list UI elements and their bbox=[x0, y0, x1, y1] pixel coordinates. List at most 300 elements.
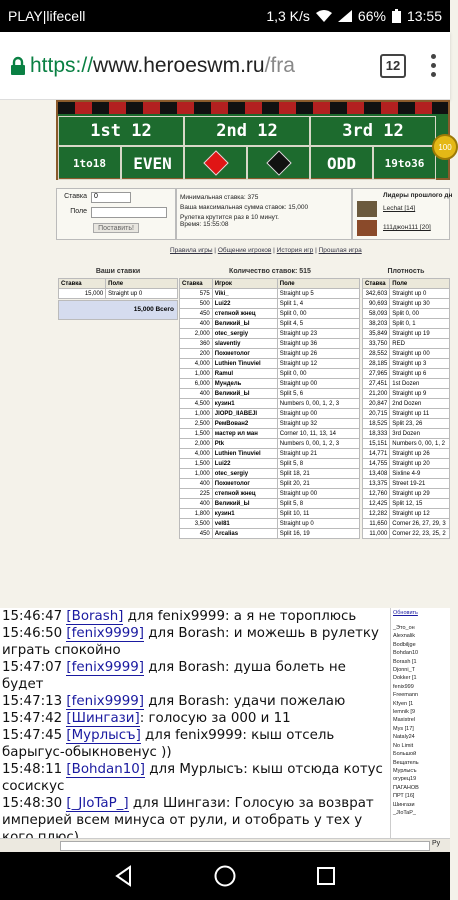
chat-time: 15:47:07 bbox=[2, 660, 63, 675]
table-cell: 400 bbox=[180, 319, 213, 329]
table-cell: 20,847 bbox=[363, 399, 390, 409]
footer-links: Правила игры | Общение игроков | История игр | Прошлая игра bbox=[170, 247, 362, 254]
table-cell: Straight up 0 bbox=[390, 289, 450, 299]
url-field[interactable] bbox=[26, 42, 364, 90]
table-cell: 11,000 bbox=[363, 529, 390, 539]
table-cell: Straight up 9 bbox=[390, 389, 450, 399]
web-page bbox=[0, 100, 453, 608]
column-header: Поле bbox=[390, 279, 450, 289]
table-cell: 12,282 bbox=[363, 509, 390, 519]
bet-1st-12[interactable]: 1st 12 bbox=[58, 116, 184, 146]
table-cell: Straight up 29 bbox=[390, 489, 450, 499]
chat-message bbox=[2, 625, 388, 659]
table-cell: 1,500 bbox=[180, 429, 213, 439]
refresh-users-link[interactable]: Обновить bbox=[393, 610, 418, 616]
table-cell: Straight up 19 bbox=[390, 329, 450, 339]
max-bet-text: Ваша максимальная сумма ставок: 15,000 bbox=[180, 204, 309, 211]
user-item[interactable]: Borash [1 bbox=[393, 658, 417, 665]
chat-send-button[interactable]: Ру bbox=[432, 840, 441, 847]
table-row bbox=[363, 379, 450, 389]
user-item[interactable]: Freemann bbox=[393, 692, 419, 699]
column-header: Поле bbox=[277, 279, 359, 289]
table-cell: Straight up 20 bbox=[390, 459, 450, 469]
number-strip bbox=[58, 102, 448, 114]
user-item[interactable]: No Limit bbox=[393, 742, 414, 749]
chat-time: 15:46:50 bbox=[2, 626, 63, 641]
table-cell: степной жнец bbox=[212, 489, 277, 499]
chat-message bbox=[2, 608, 388, 625]
table-cell: 2,500 bbox=[180, 419, 213, 429]
user-item[interactable]: Dokker [1 bbox=[393, 675, 417, 682]
black-diamond-icon bbox=[266, 150, 291, 175]
chat-nick[interactable]: [Bohdan10] bbox=[66, 762, 145, 777]
user-item[interactable]: ПРТ [16] bbox=[393, 793, 415, 800]
last-game-link[interactable]: Прошлая игра bbox=[318, 247, 362, 254]
table-cell: vel81 bbox=[212, 519, 277, 529]
user-item[interactable]: _JIoTaP_ bbox=[393, 809, 416, 816]
table-cell: 3,500 bbox=[180, 519, 213, 529]
carrier-label: PLAY|lifecell bbox=[8, 8, 86, 24]
chat-input-row bbox=[0, 838, 450, 852]
chat-text: для fenix9999: кыш отсель барыгус-обыкновенус )) bbox=[2, 728, 335, 760]
chip-icon: 100 bbox=[432, 134, 458, 160]
table-cell: Великий_Ы bbox=[212, 319, 277, 329]
table-cell: 15,000 bbox=[59, 289, 106, 299]
leaders-panel bbox=[352, 188, 453, 240]
table-cell: 13,375 bbox=[363, 479, 390, 489]
chat-text: для fenix9999: а я не тороплюсь bbox=[123, 609, 357, 624]
chat-text: для Borash: душа болеть не будет bbox=[2, 660, 346, 692]
table-cell: 450 bbox=[180, 529, 213, 539]
table-row bbox=[363, 329, 450, 339]
url-path: /fra bbox=[264, 53, 295, 77]
online-users-list bbox=[390, 608, 450, 838]
table-cell: otec_sergiy bbox=[212, 329, 277, 339]
table-cell: 14,771 bbox=[363, 449, 390, 459]
user-item[interactable]: огурец19 bbox=[393, 776, 417, 783]
table-row bbox=[180, 499, 360, 509]
table-cell: JIOPD_IIABEJI bbox=[212, 409, 277, 419]
table-row bbox=[363, 439, 450, 449]
table-cell: otec_sergiy bbox=[212, 469, 277, 479]
table-cell: 500 bbox=[180, 299, 213, 309]
table-cell: 400 bbox=[180, 499, 213, 509]
chat-nick[interactable]: [_JIoTaP_] bbox=[66, 796, 129, 811]
table-cell: 13,408 bbox=[363, 469, 390, 479]
table-cell: 20,715 bbox=[363, 409, 390, 419]
bet-1to18[interactable]: 1to18 bbox=[58, 146, 121, 180]
stake-input[interactable]: 0 bbox=[91, 192, 131, 203]
table-cell: Split 0, 00 bbox=[390, 309, 450, 319]
table-row bbox=[363, 419, 450, 429]
chat-log bbox=[0, 608, 390, 838]
chat-message bbox=[2, 761, 388, 795]
table-cell: Straight up 32 bbox=[277, 419, 359, 429]
table-row bbox=[363, 309, 450, 319]
table-cell: Straight up 0 bbox=[106, 289, 178, 299]
bet-19to36[interactable]: 19to36 bbox=[373, 146, 436, 180]
bet-3rd-12[interactable]: 3rd 12 bbox=[310, 116, 436, 146]
recents-icon[interactable] bbox=[314, 864, 338, 888]
battery-level: 66% bbox=[357, 8, 386, 24]
table-row bbox=[180, 399, 360, 409]
overflow-menu-icon[interactable] bbox=[426, 54, 440, 77]
table-cell: Straight up 30 bbox=[390, 299, 450, 309]
table-cell: Split 5, 6 bbox=[277, 389, 359, 399]
table-row bbox=[363, 389, 450, 399]
table-cell: Straight up 3 bbox=[390, 359, 450, 369]
table-cell: 4,000 bbox=[180, 359, 213, 369]
table-cell: Straight up 00 bbox=[390, 349, 450, 359]
chat-message bbox=[2, 693, 388, 710]
table-cell: Мундель bbox=[212, 379, 277, 389]
table-cell: Straight up 36 bbox=[277, 339, 359, 349]
table-cell: 2,000 bbox=[180, 329, 213, 339]
table-cell: Split 12, 15 bbox=[390, 499, 450, 509]
table-cell: Numbers 0, 00, 1, 2 bbox=[390, 439, 450, 449]
table-row bbox=[180, 369, 360, 379]
table-cell: Straight up 5 bbox=[277, 289, 359, 299]
table-cell: Split 0, 1 bbox=[390, 319, 450, 329]
table-row bbox=[363, 289, 450, 299]
history-link[interactable]: История игр bbox=[276, 247, 314, 254]
chat-nick[interactable]: [Borash] bbox=[66, 609, 124, 624]
table-row bbox=[180, 319, 360, 329]
table-cell: Ptk bbox=[212, 439, 277, 449]
browser-toolbar bbox=[0, 32, 450, 100]
table-cell: Похметолог bbox=[212, 349, 277, 359]
table-cell: 14,755 bbox=[363, 459, 390, 469]
user-item[interactable]: Bohdan10 bbox=[393, 650, 419, 657]
my-bets-title: Ваши ставки bbox=[95, 268, 141, 275]
table-cell: Split 23, 26 bbox=[390, 419, 450, 429]
table-row bbox=[363, 359, 450, 369]
table-row bbox=[363, 469, 450, 479]
table-cell: Numbers 0, 00, 1, 2, 3 bbox=[277, 439, 359, 449]
table-cell: 6,000 bbox=[180, 379, 213, 389]
leader-avatar bbox=[357, 201, 377, 217]
chat-nick[interactable]: [fenix9999] bbox=[66, 626, 145, 641]
table-row bbox=[180, 389, 360, 399]
url-protocol: https:// bbox=[30, 53, 94, 77]
table-cell: Split 0, 00 bbox=[277, 369, 359, 379]
table-row bbox=[180, 329, 360, 339]
table-cell: Corner 10, 11, 13, 14 bbox=[277, 429, 359, 439]
chat-message bbox=[2, 710, 388, 727]
table-cell: 400 bbox=[180, 479, 213, 489]
table-row bbox=[363, 349, 450, 359]
table-header-row bbox=[59, 279, 178, 289]
table-row bbox=[180, 359, 360, 369]
table-cell: Luthien Tinuviel bbox=[212, 359, 277, 369]
table-cell: 27,451 bbox=[363, 379, 390, 389]
table-cell: мастер ил ман bbox=[212, 429, 277, 439]
table-row bbox=[180, 349, 360, 359]
table-cell: Straight up 6 bbox=[390, 369, 450, 379]
table-cell: 90,693 bbox=[363, 299, 390, 309]
table-cell: Split 5, 8 bbox=[277, 459, 359, 469]
table-row bbox=[363, 509, 450, 519]
field-label: Поле bbox=[70, 208, 87, 215]
table-cell: 1st Dozen bbox=[390, 379, 450, 389]
spin-interval-text: Рулетка крутится раз в 10 минут. bbox=[180, 214, 279, 221]
table-cell: 200 bbox=[180, 349, 213, 359]
table-row bbox=[180, 459, 360, 469]
chat-time: 15:47:13 bbox=[2, 694, 63, 709]
table-cell: кузин1 bbox=[212, 399, 277, 409]
user-item[interactable]: Большой bbox=[393, 751, 417, 758]
table-cell: кузин1 bbox=[212, 509, 277, 519]
table-cell: 1,500 bbox=[180, 459, 213, 469]
table-cell: 28,185 bbox=[363, 359, 390, 369]
chat-message bbox=[2, 727, 388, 761]
table-cell: степной жнец bbox=[212, 309, 277, 319]
leaders-title: Лидеры прошлого дн bbox=[383, 192, 453, 199]
server-time: Время: 15:55:08 bbox=[180, 221, 229, 228]
user-item[interactable]: fenix999 bbox=[393, 683, 414, 690]
table-row bbox=[363, 399, 450, 409]
table-cell: 1,800 bbox=[180, 509, 213, 519]
lock-icon bbox=[10, 57, 26, 75]
clock: 13:55 bbox=[406, 8, 442, 24]
table-row bbox=[180, 469, 360, 479]
table-cell: Straight up 0 bbox=[277, 519, 359, 529]
chat-text: : голосую за 000 и 11 bbox=[139, 711, 291, 726]
chat-input[interactable] bbox=[60, 841, 430, 851]
chat-text: для Мурлысъ: кыш отсюда котус сосискус bbox=[2, 762, 383, 794]
column-header: Поле bbox=[106, 279, 178, 289]
user-item[interactable]: Bodbiljge bbox=[393, 641, 416, 648]
user-item[interactable]: _Это_он bbox=[393, 625, 415, 631]
table-cell: 12,760 bbox=[363, 489, 390, 499]
table-cell: Straight up 00 bbox=[277, 489, 359, 499]
density-table bbox=[362, 278, 450, 539]
red-diamond-icon bbox=[203, 150, 228, 175]
table-cell: 38,203 bbox=[363, 319, 390, 329]
status-bar bbox=[0, 0, 450, 32]
table-cell: 21,200 bbox=[363, 389, 390, 399]
chat-time: 15:47:45 bbox=[2, 728, 63, 743]
table-row bbox=[180, 339, 360, 349]
table-cell: 400 bbox=[180, 389, 213, 399]
table-row bbox=[180, 309, 360, 319]
density-title: Плотность bbox=[387, 268, 425, 275]
table-cell: Corner 26, 27, 29, 3 bbox=[390, 519, 450, 529]
table-row bbox=[363, 299, 450, 309]
leader-avatar bbox=[357, 220, 377, 236]
android-nav-bar bbox=[0, 852, 450, 900]
column-header: Ставка bbox=[363, 279, 390, 289]
bets-count-title: Количество ставок: 515 bbox=[229, 268, 311, 275]
chat-nick[interactable]: [Мурлысъ] bbox=[66, 728, 141, 743]
table-cell: 4,500 bbox=[180, 399, 213, 409]
table-row bbox=[363, 449, 450, 459]
column-header: Игрок bbox=[212, 279, 277, 289]
table-cell: Великий_Ы bbox=[212, 499, 277, 509]
chat-message bbox=[2, 659, 388, 693]
table-row bbox=[180, 529, 360, 539]
table-cell: Corner 22, 23, 25, 2 bbox=[390, 529, 450, 539]
table-cell: 3rd Dozen bbox=[390, 429, 450, 439]
wifi-icon bbox=[316, 10, 332, 22]
table-cell: Viki_ bbox=[212, 289, 277, 299]
user-item[interactable]: Maxistrel bbox=[393, 717, 416, 724]
table-cell: 225 bbox=[180, 489, 213, 499]
table-cell: Split 18, 21 bbox=[277, 469, 359, 479]
table-cell: 2nd Dozen bbox=[390, 399, 450, 409]
table-cell: RED bbox=[390, 339, 450, 349]
back-icon[interactable] bbox=[112, 864, 136, 888]
table-cell: Numbers 0, 00, 1, 2, 3 bbox=[277, 399, 359, 409]
table-cell: 4,000 bbox=[180, 449, 213, 459]
table-row bbox=[363, 489, 450, 499]
bet-red[interactable] bbox=[184, 146, 247, 180]
table-cell: 450 bbox=[180, 309, 213, 319]
all-bets-table bbox=[179, 278, 360, 539]
table-cell: Split 16, 19 bbox=[277, 529, 359, 539]
bet-even[interactable]: EVEN bbox=[121, 146, 184, 180]
table-row bbox=[363, 319, 450, 329]
table-row bbox=[180, 409, 360, 419]
bet-black[interactable] bbox=[247, 146, 310, 180]
user-item[interactable]: Alexnalik bbox=[393, 633, 416, 640]
tab-switcher-button[interactable]: 12 bbox=[380, 54, 406, 78]
table-row bbox=[180, 429, 360, 439]
field-input[interactable] bbox=[91, 207, 167, 218]
table-cell: slaventiy bbox=[212, 339, 277, 349]
user-item[interactable]: lemnik [9 bbox=[393, 709, 416, 716]
min-bet-text: Минимальная ставка: 375 bbox=[180, 194, 259, 201]
leader-link[interactable]: Lechat [14] bbox=[383, 205, 416, 212]
table-cell: 1,000 bbox=[180, 409, 213, 419]
table-row bbox=[363, 409, 450, 419]
table-cell: Straight up 12 bbox=[390, 509, 450, 519]
players-chat-link[interactable]: Общение игроков bbox=[217, 247, 272, 254]
table-header-row bbox=[180, 279, 360, 289]
chat-text: для Borash: и можешь в рулетку играть спокойно bbox=[2, 626, 379, 658]
rules-link[interactable]: Правила игры bbox=[170, 247, 213, 254]
user-item[interactable]: Мурлысъ bbox=[393, 767, 417, 774]
table-cell: Arcalias bbox=[212, 529, 277, 539]
table-row bbox=[363, 519, 450, 529]
my-bets-total: 15,000 Всего bbox=[58, 300, 178, 320]
roulette-table bbox=[56, 100, 450, 180]
stake-label: Ставка bbox=[64, 193, 87, 200]
table-cell: Straight up 11 bbox=[390, 409, 450, 419]
user-item[interactable]: Nataly24 bbox=[393, 734, 415, 741]
table-cell: Split 20, 21 bbox=[277, 479, 359, 489]
chat-text: для Borash: удачи пожелаю bbox=[144, 694, 346, 709]
table-cell: Split 10, 11 bbox=[277, 509, 359, 519]
table-row bbox=[180, 419, 360, 429]
table-header-row bbox=[363, 279, 450, 289]
table-cell: 342,603 bbox=[363, 289, 390, 299]
chat-nick[interactable]: [fenix9999] bbox=[66, 660, 145, 675]
table-row bbox=[180, 289, 360, 299]
chat-time: 15:46:47 bbox=[2, 609, 63, 624]
table-row bbox=[59, 289, 178, 299]
table-cell: 12,425 bbox=[363, 499, 390, 509]
table-row bbox=[363, 479, 450, 489]
signal-icon bbox=[338, 10, 352, 22]
table-cell: РемВован2 bbox=[212, 419, 277, 429]
table-cell: Straight up 26 bbox=[390, 449, 450, 459]
table-cell: Lui22 bbox=[212, 459, 277, 469]
chat-text: для Шингази: Голосую за возврат империей всем минуса от рули, и отобрать у тех у bbox=[2, 796, 374, 828]
table-cell: 2,000 bbox=[180, 439, 213, 449]
place-bet-button[interactable]: Поставить! bbox=[93, 223, 139, 233]
my-bets-table bbox=[58, 278, 178, 299]
chat-time: 15:48:30 bbox=[2, 796, 63, 811]
table-cell: 27,965 bbox=[363, 369, 390, 379]
table-row bbox=[180, 479, 360, 489]
table-row bbox=[180, 519, 360, 529]
table-row bbox=[363, 499, 450, 509]
table-row bbox=[180, 489, 360, 499]
table-cell: 18,525 bbox=[363, 419, 390, 429]
chat-nick[interactable]: [fenix9999] bbox=[66, 694, 145, 709]
table-row bbox=[363, 459, 450, 469]
table-row bbox=[180, 509, 360, 519]
battery-icon bbox=[392, 9, 401, 23]
table-cell: Straight up 00 bbox=[277, 379, 359, 389]
table-cell: Luthien Tinuviel bbox=[212, 449, 277, 459]
home-icon[interactable] bbox=[213, 864, 237, 888]
user-item[interactable]: Вещатель bbox=[393, 759, 419, 766]
table-row bbox=[180, 449, 360, 459]
leader-link[interactable]: 111джон111 [20] bbox=[383, 224, 431, 231]
table-cell: Split 0, 00 bbox=[277, 309, 359, 319]
table-cell: Ramul bbox=[212, 369, 277, 379]
chat-nick[interactable]: [Шингази] bbox=[66, 711, 140, 726]
table-cell: Straight up 00 bbox=[277, 409, 359, 419]
table-cell: Lui22 bbox=[212, 299, 277, 309]
table-row bbox=[180, 379, 360, 389]
bet-2nd-12[interactable]: 2nd 12 bbox=[184, 116, 310, 146]
network-speed: 1,3 K/s bbox=[266, 8, 310, 24]
user-item[interactable]: Djonni_T bbox=[393, 667, 416, 674]
table-cell: 18,333 bbox=[363, 429, 390, 439]
table-cell: 1,000 bbox=[180, 369, 213, 379]
table-cell: 33,750 bbox=[363, 339, 390, 349]
table-row bbox=[363, 339, 450, 349]
table-row bbox=[363, 429, 450, 439]
table-cell: 15,151 bbox=[363, 439, 390, 449]
table-cell: Straight up 21 bbox=[277, 449, 359, 459]
table-cell: Split 4, 5 bbox=[277, 319, 359, 329]
table-cell: Straight up 12 bbox=[277, 359, 359, 369]
bet-odd[interactable]: ODD bbox=[310, 146, 373, 180]
column-header: Ставка bbox=[180, 279, 213, 289]
table-cell: Straight up 23 bbox=[277, 329, 359, 339]
table-row bbox=[363, 529, 450, 539]
table-cell: 1,000 bbox=[180, 469, 213, 479]
table-row bbox=[180, 299, 360, 309]
user-item[interactable]: Шингази bbox=[393, 801, 415, 808]
bet-form bbox=[56, 188, 176, 240]
table-row bbox=[180, 439, 360, 449]
chat-time: 15:48:11 bbox=[2, 762, 63, 777]
table-cell: Sixline 4-9 bbox=[390, 469, 450, 479]
table-cell: 35,849 bbox=[363, 329, 390, 339]
user-item[interactable]: ПАГАНОВ bbox=[393, 784, 419, 791]
user-item[interactable]: Mys [17] bbox=[393, 725, 414, 732]
table-cell: Street 19-21 bbox=[390, 479, 450, 489]
user-item[interactable]: Kfyen [1 bbox=[393, 700, 414, 707]
table-cell: Похметолог bbox=[212, 479, 277, 489]
table-cell: 575 bbox=[180, 289, 213, 299]
table-cell: 11,650 bbox=[363, 519, 390, 529]
